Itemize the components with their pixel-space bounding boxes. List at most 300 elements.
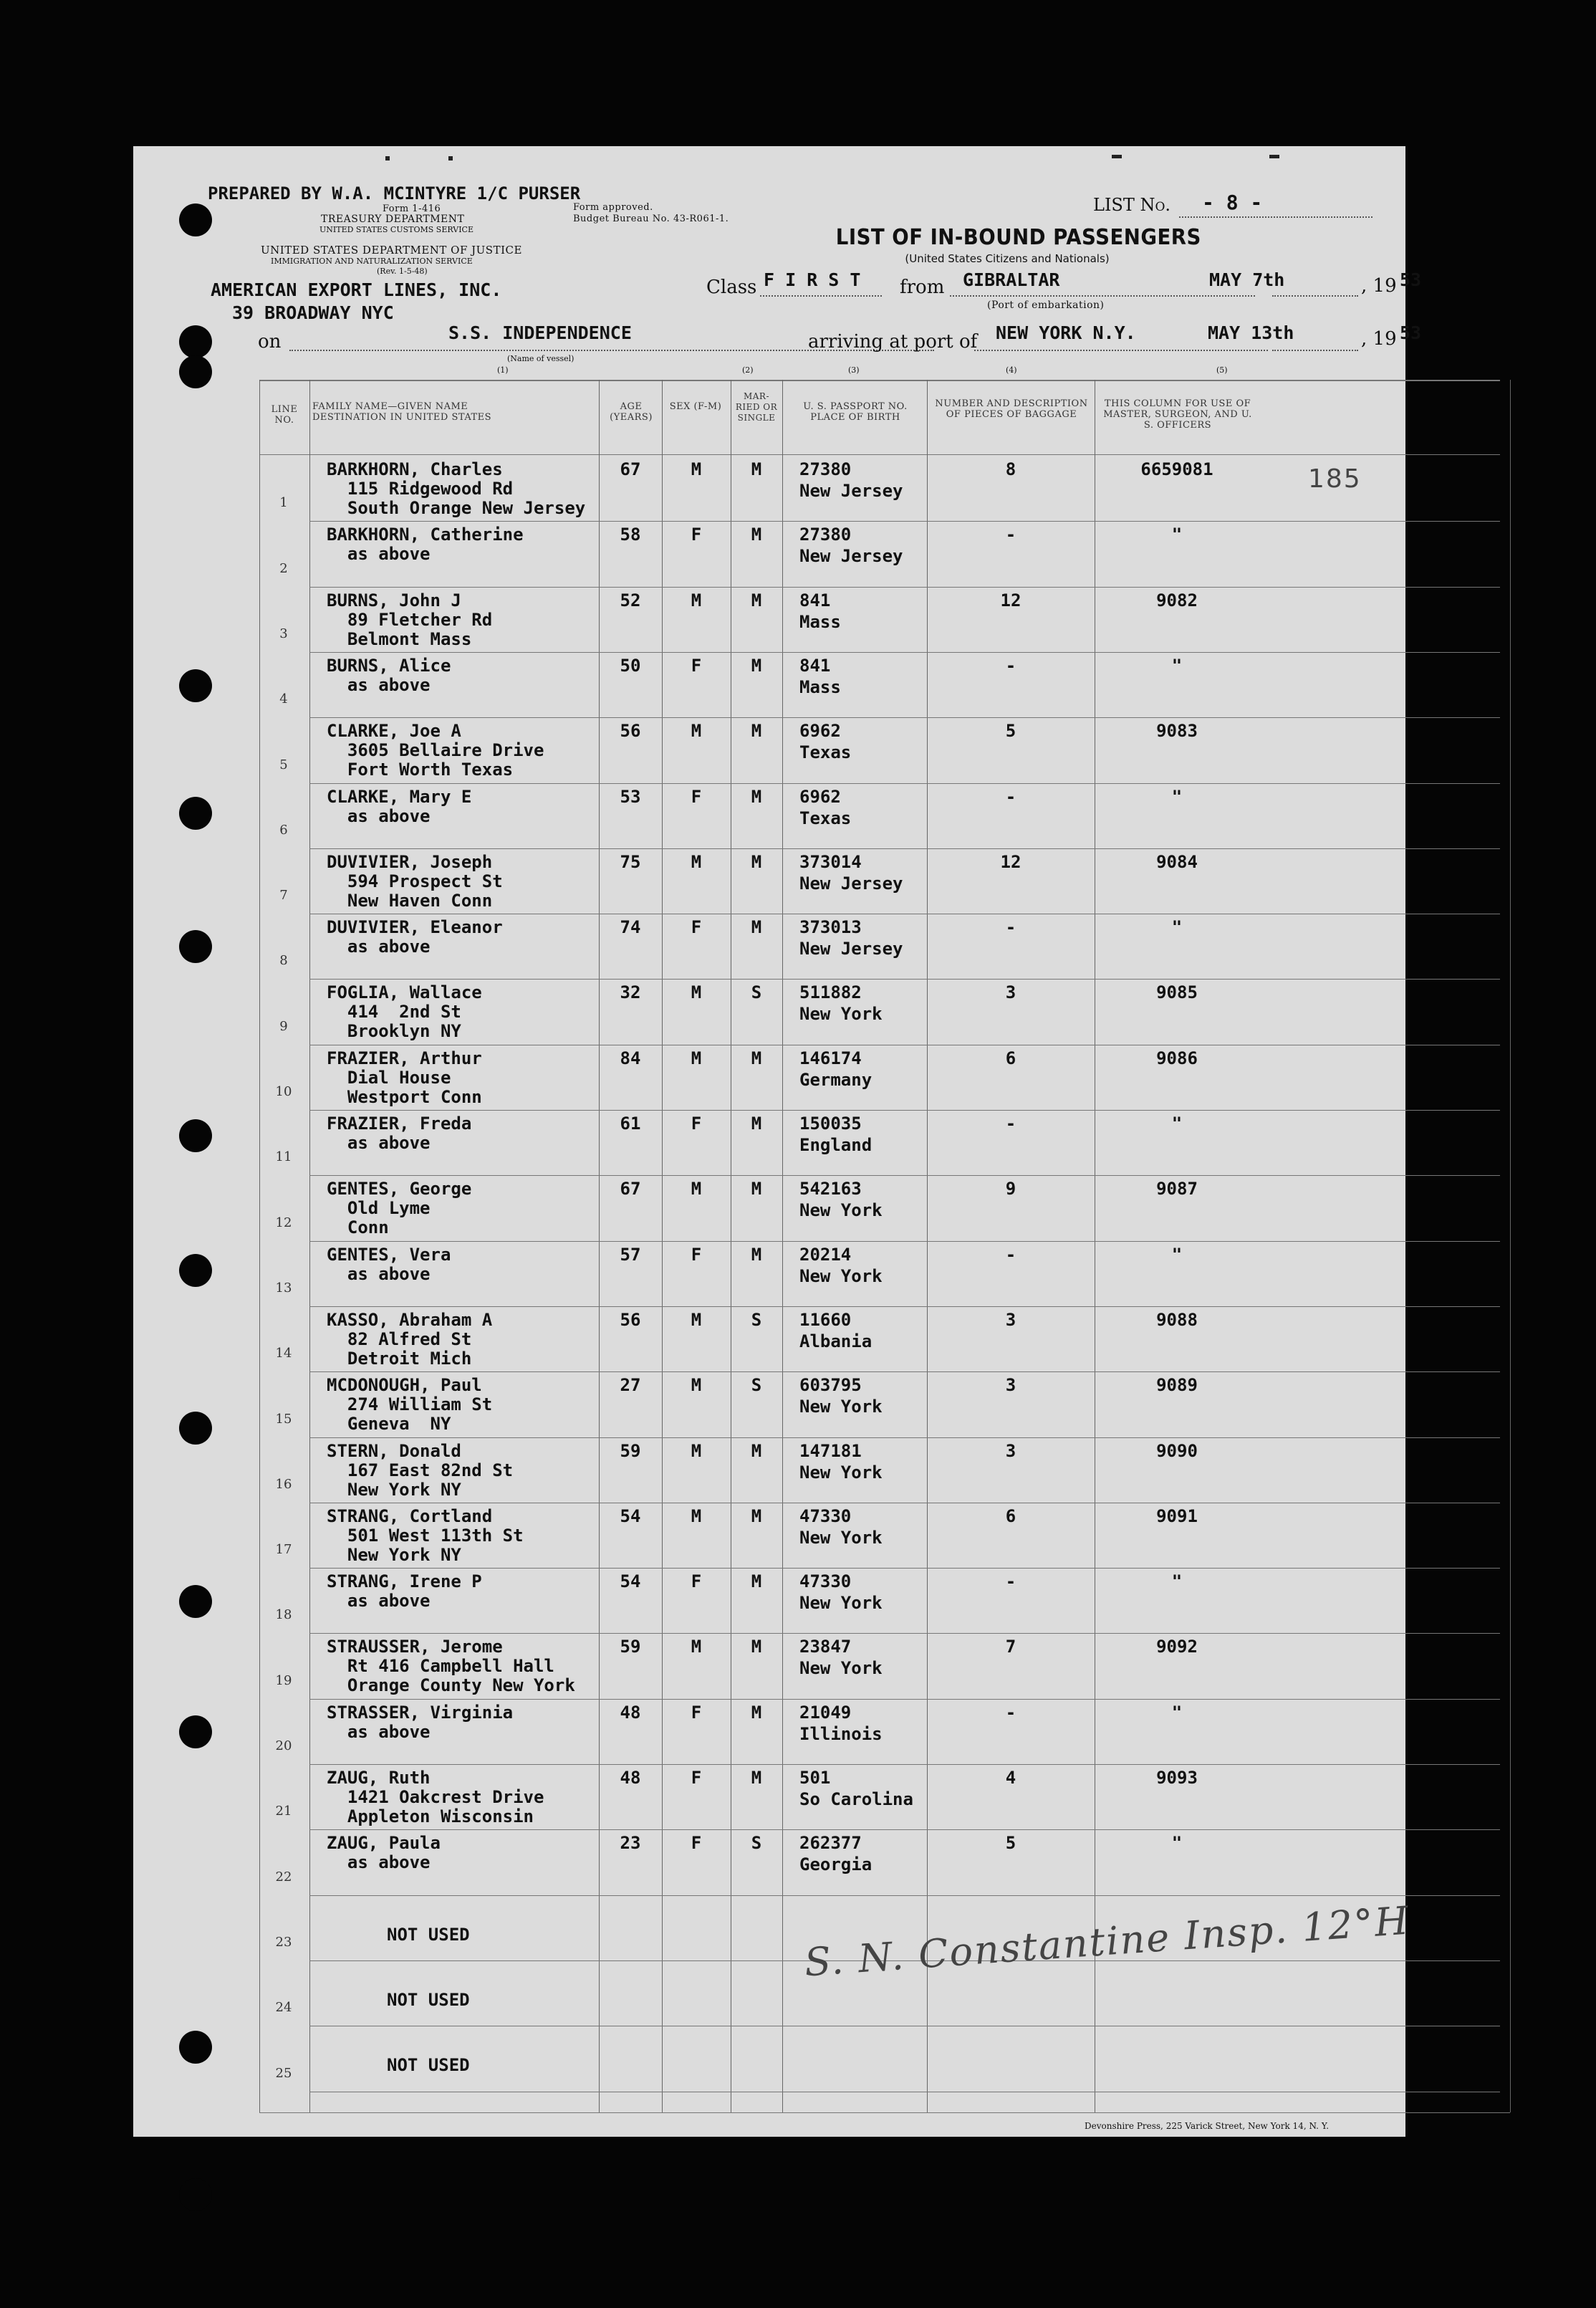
col-number-3: (3) — [848, 365, 860, 375]
passenger-marital-status: M — [751, 459, 762, 479]
officer-use: 9090 — [1156, 1440, 1198, 1461]
line-number: 24 — [275, 2000, 292, 2016]
officer-use: " — [1171, 1114, 1183, 1134]
place-of-birth: Mass — [799, 676, 841, 697]
passenger-name: FRAZIER, Arthur — [327, 1048, 482, 1068]
passenger-address-line: South Orange New Jersey — [327, 498, 586, 518]
officer-use: 9091 — [1156, 1505, 1198, 1526]
page-subtitle: (United States Citizens and Nationals) — [905, 252, 1110, 265]
line-number: 2 — [279, 560, 288, 576]
line-number: 8 — [279, 953, 288, 969]
line-number: 23 — [275, 1934, 292, 1950]
passenger-marital-status: M — [751, 1768, 762, 1788]
passenger-address-line: Orange County New York — [327, 1675, 575, 1696]
header-name: FAMILY NAME—GIVEN NAME DESTINATION IN UNITED STATES — [312, 401, 492, 423]
passenger-address-line: Dial House — [327, 1067, 451, 1088]
passport-number: 511882 — [799, 982, 862, 1003]
place-of-birth: New Jersey — [799, 873, 903, 894]
inspector-signature: S. N. Constantine Insp. 12°H — [802, 1897, 1412, 1986]
punch-hole — [179, 1715, 212, 1748]
line-number: 13 — [275, 1280, 292, 1296]
passenger-sex: M — [691, 590, 702, 610]
line-number: 7 — [279, 888, 288, 904]
arriving-label: arriving at port of — [808, 331, 978, 353]
passenger-age: 32 — [620, 982, 641, 1003]
passenger-name: KASSO, Abraham A — [327, 1309, 493, 1330]
passport-number: 47330 — [799, 1571, 852, 1592]
line-number: 21 — [275, 1804, 292, 1819]
baggage-count: - — [1005, 786, 1016, 807]
line-number: 11 — [275, 1149, 292, 1165]
passenger-address-line: New York NY — [327, 1544, 461, 1565]
punch-hole — [179, 2178, 212, 2211]
col-number-5: (5) — [1216, 365, 1228, 375]
baggage-count: 9 — [1005, 1179, 1016, 1200]
passenger-sex: F — [691, 1244, 702, 1265]
customs-service: UNITED STATES CUSTOMS SERVICE — [319, 225, 473, 234]
place-of-birth: New Jersey — [799, 939, 903, 959]
arrival-port: NEW YORK N.Y. — [996, 322, 1136, 343]
passenger-marital-status: S — [751, 1833, 762, 1854]
header-age: AGE (YEARS) — [610, 401, 653, 423]
officer-use: " — [1171, 655, 1183, 676]
form-approved: Form approved. — [573, 202, 653, 213]
officer-use: 9093 — [1156, 1768, 1198, 1788]
passenger-address-line: Brooklyn NY — [327, 1021, 461, 1042]
passenger-sex: M — [691, 1440, 702, 1461]
baggage-count: 12 — [1000, 851, 1021, 872]
header-line-no: LINE NO. — [271, 404, 298, 426]
passenger-address-line: as above — [327, 937, 431, 957]
passenger-address-line: as above — [327, 805, 431, 826]
punch-hole — [179, 355, 212, 388]
line-number: 17 — [275, 1542, 292, 1558]
passenger-address-line: New York NY — [327, 1479, 461, 1500]
punch-hole — [179, 1585, 212, 1618]
baggage-count: 3 — [1005, 1440, 1016, 1461]
baggage-count: - — [1005, 525, 1016, 545]
passenger-address-line: 115 Ridgewood Rd — [327, 479, 514, 499]
passenger-sex: F — [691, 1571, 702, 1592]
from-port: GIBRALTAR — [963, 269, 1060, 290]
passenger-address-line: Fort Worth Texas — [327, 760, 514, 780]
passport-number: 27380 — [799, 459, 852, 479]
punch-hole — [179, 1254, 212, 1287]
passenger-sex: M — [691, 1309, 702, 1330]
list-label: LIST No. — [1093, 195, 1171, 215]
not-used-label: NOT USED — [387, 1924, 470, 1945]
line-number: 15 — [275, 1411, 292, 1427]
place-of-birth: New York — [799, 1200, 883, 1221]
class-value: F I R S T — [764, 269, 861, 290]
passenger-address-line: Appleton Wisconsin — [327, 1806, 534, 1826]
passenger-name: ZAUG, Paula — [327, 1833, 441, 1854]
list-number: - 8 - — [1202, 191, 1263, 214]
passenger-name: GENTES, George — [327, 1179, 472, 1200]
passport-number: 501 — [799, 1768, 831, 1788]
place-of-birth: New York — [799, 1593, 883, 1614]
passenger-marital-status: M — [751, 1505, 762, 1526]
passenger-age: 59 — [620, 1440, 641, 1461]
officer-use: 9088 — [1156, 1309, 1198, 1330]
passport-number: 21049 — [799, 1702, 852, 1723]
col-number-1: (1) — [497, 365, 509, 375]
company-name: AMERICAN EXPORT LINES, INC. — [211, 279, 502, 300]
top-mark — [448, 156, 453, 161]
line-number: 5 — [279, 757, 288, 772]
passport-number: 841 — [799, 590, 831, 610]
line-number: 22 — [275, 1869, 292, 1885]
baggage-count: 3 — [1005, 1309, 1016, 1330]
line-number: 9 — [279, 1018, 288, 1034]
passenger-address-line: as above — [327, 674, 431, 695]
passenger-sex: M — [691, 1505, 702, 1526]
passenger-marital-status: M — [751, 1702, 762, 1723]
passenger-marital-status: M — [751, 1179, 762, 1200]
passenger-marital-status: M — [751, 851, 762, 872]
passenger-name: ZAUG, Ruth — [327, 1768, 431, 1788]
passenger-age: 67 — [620, 1179, 641, 1200]
place-of-birth: So Carolina — [799, 1789, 913, 1809]
passenger-marital-status: M — [751, 1048, 762, 1068]
passenger-name: BURNS, John J — [327, 590, 461, 610]
passenger-address-line: as above — [327, 1133, 431, 1153]
line-number: 18 — [275, 1607, 292, 1623]
departure-date: MAY 7th — [1209, 269, 1285, 290]
officer-use: " — [1171, 1571, 1183, 1592]
punch-hole — [179, 1119, 212, 1152]
passenger-marital-status: S — [751, 1309, 762, 1330]
baggage-count: 3 — [1005, 1375, 1016, 1396]
passenger-age: 48 — [620, 1702, 641, 1723]
passenger-age: 74 — [620, 917, 641, 938]
officer-use: " — [1171, 786, 1183, 807]
passenger-marital-status: M — [751, 1244, 762, 1265]
baggage-count: 5 — [1005, 721, 1016, 742]
passenger-age: 75 — [620, 851, 641, 872]
passport-number: 6962 — [799, 721, 841, 742]
passenger-age: 53 — [620, 786, 641, 807]
passenger-age: 27 — [620, 1375, 641, 1396]
passenger-name: MCDONOUGH, Paul — [327, 1375, 482, 1396]
officer-use: " — [1171, 917, 1183, 938]
arrival-year-prefix: , 19 — [1361, 328, 1397, 350]
line-number: 10 — [275, 1084, 292, 1099]
passenger-age: 48 — [620, 1768, 641, 1788]
revision: (Rev. 1-5-48) — [377, 267, 428, 276]
passenger-address-line: Rt 416 Campbell Hall — [327, 1656, 554, 1677]
place-of-birth: Illinois — [799, 1723, 883, 1744]
passenger-name: GENTES, Vera — [327, 1244, 451, 1265]
punch-hole — [179, 325, 212, 358]
passenger-address-line: New Haven Conn — [327, 890, 493, 911]
passenger-age: 54 — [620, 1571, 641, 1592]
passenger-address-line: 274 William St — [327, 1394, 493, 1415]
top-mark — [1112, 155, 1122, 158]
passenger-name: STRANG, Cortland — [327, 1505, 493, 1526]
col-number-4: (4) — [1006, 365, 1017, 375]
place-of-birth: Texas — [799, 808, 852, 828]
officer-use: 9086 — [1156, 1048, 1198, 1068]
place-of-birth: Albania — [799, 1331, 872, 1351]
line-number: 20 — [275, 1738, 292, 1753]
punch-hole — [179, 797, 212, 830]
passenger-marital-status: M — [751, 655, 762, 676]
passenger-name: FOGLIA, Wallace — [327, 982, 482, 1003]
ins-service: IMMIGRATION AND NATURALIZATION SERVICE — [271, 257, 473, 266]
manifest-page — [133, 146, 1422, 2137]
baggage-count: - — [1005, 1702, 1016, 1723]
passenger-address-line: as above — [327, 1852, 431, 1873]
passenger-marital-status: M — [751, 1571, 762, 1592]
passenger-name: BURNS, Alice — [327, 655, 451, 676]
officer-use: 9089 — [1156, 1375, 1198, 1396]
officer-use: " — [1171, 525, 1183, 545]
budget-bureau: Budget Bureau No. 43-R061-1. — [573, 214, 729, 224]
arrival-year: 53 — [1400, 322, 1422, 343]
passport-number: 373013 — [799, 917, 862, 938]
place-of-birth: New York — [799, 1527, 883, 1548]
baggage-count: 7 — [1005, 1637, 1016, 1657]
officer-use: 9092 — [1156, 1637, 1198, 1657]
passport-number: 6962 — [799, 786, 841, 807]
officer-use: " — [1171, 1702, 1183, 1723]
passenger-name: STRAUSSER, Jerome — [327, 1637, 503, 1657]
margin-number: 185 — [1308, 464, 1362, 494]
passenger-name: BARKHORN, Charles — [327, 459, 503, 479]
treasury-dept: TREASURY DEPARTMENT — [321, 214, 465, 225]
passenger-age: 84 — [620, 1048, 641, 1068]
passenger-address-line: as above — [327, 544, 431, 565]
passport-number: 841 — [799, 655, 831, 676]
place-of-birth: Germany — [799, 1069, 872, 1090]
officer-use: 6659081 — [1140, 459, 1213, 479]
passport-number: 20214 — [799, 1244, 852, 1265]
page-title: LIST OF IN-BOUND PASSENGERS — [835, 225, 1201, 250]
baggage-count: 4 — [1005, 1768, 1016, 1788]
passenger-name: STERN, Donald — [327, 1440, 461, 1461]
passenger-address-line: Conn — [327, 1217, 389, 1238]
passenger-name: CLARKE, Joe A — [327, 721, 461, 742]
passenger-address-line: 82 Alfred St — [327, 1328, 472, 1349]
passport-number: 146174 — [799, 1048, 862, 1068]
baggage-count: 6 — [1005, 1048, 1016, 1068]
passenger-sex: M — [691, 851, 702, 872]
passenger-sex: F — [691, 1833, 702, 1854]
passenger-address-line: Westport Conn — [327, 1086, 482, 1107]
passport-number: 603795 — [799, 1375, 862, 1396]
passenger-age: 67 — [620, 459, 641, 479]
passenger-age: 52 — [620, 590, 641, 610]
baggage-count: 8 — [1005, 459, 1016, 479]
top-mark — [1269, 155, 1279, 158]
officer-use: " — [1171, 1244, 1183, 1265]
officer-use: 9085 — [1156, 982, 1198, 1003]
passport-number: 27380 — [799, 525, 852, 545]
officer-use: 9083 — [1156, 721, 1198, 742]
header-officer: THIS COLUMN FOR USE OF MASTER, SURGEON, AND U. S. OFFICERS — [1103, 398, 1252, 431]
passenger-sex: M — [691, 459, 702, 479]
printer-footer: Devonshire Press, 225 Varick Street, New York 14, N. Y. — [1085, 2121, 1330, 2131]
punch-hole — [179, 2031, 212, 2064]
top-mark — [385, 156, 390, 161]
passenger-age: 56 — [620, 1309, 641, 1330]
passenger-address-line: Belmont Mass — [327, 628, 472, 649]
baggage-count: - — [1005, 655, 1016, 676]
passenger-marital-status: M — [751, 1440, 762, 1461]
passenger-sex: M — [691, 1375, 702, 1396]
passenger-marital-status: M — [751, 525, 762, 545]
passport-number: 47330 — [799, 1505, 852, 1526]
place-of-birth: Georgia — [799, 1854, 872, 1875]
col-number-2: (2) — [742, 365, 754, 375]
passenger-age: 23 — [620, 1833, 641, 1854]
passenger-sex: F — [691, 1702, 702, 1723]
header-passport: U. S. PASSPORT NO. PLACE OF BIRTH — [803, 401, 908, 423]
departure-year-prefix: , 19 — [1361, 275, 1397, 297]
officer-use: " — [1171, 1833, 1183, 1854]
passenger-name: BARKHORN, Catherine — [327, 525, 524, 545]
class-label: Class — [706, 277, 757, 298]
prepared-by: PREPARED BY W.A. MCINTYRE 1/C PURSER — [208, 183, 581, 203]
departure-year: 53 — [1400, 269, 1422, 290]
passenger-sex: M — [691, 1048, 702, 1068]
place-of-birth: New York — [799, 1658, 883, 1679]
line-number: 1 — [279, 495, 288, 511]
passenger-age: 56 — [620, 721, 641, 742]
passenger-marital-status: M — [751, 917, 762, 938]
baggage-count: - — [1005, 917, 1016, 938]
company-address: 39 BROADWAY NYC — [232, 302, 394, 323]
place-of-birth: New Jersey — [799, 546, 903, 567]
place-of-birth: New Jersey — [799, 481, 903, 501]
from-label: from — [900, 277, 945, 298]
place-of-birth: New York — [799, 1462, 883, 1483]
passenger-age: 61 — [620, 1114, 641, 1134]
line-number: 12 — [275, 1215, 292, 1230]
passenger-age: 58 — [620, 525, 641, 545]
passport-number: 373014 — [799, 851, 862, 872]
passenger-address-line: as above — [327, 1591, 431, 1612]
header-married: MAR-RIED OR SINGLE — [735, 391, 778, 423]
place-of-birth: Mass — [799, 611, 841, 632]
passenger-name: DUVIVIER, Eleanor — [327, 917, 503, 938]
passenger-address-line: 414 2nd St — [327, 1002, 461, 1023]
punch-hole — [179, 203, 212, 236]
line-number: 19 — [275, 1672, 292, 1688]
baggage-count: - — [1005, 1571, 1016, 1592]
arrival-date: MAY 13th — [1208, 322, 1294, 343]
passenger-age: 50 — [620, 655, 641, 676]
officer-use: 9082 — [1156, 590, 1198, 610]
passenger-marital-status: M — [751, 786, 762, 807]
baggage-count: 12 — [1000, 590, 1021, 610]
passenger-address-line: 3605 Bellaire Drive — [327, 740, 544, 761]
passenger-name: STRANG, Irene P — [327, 1571, 482, 1592]
officer-use: 9087 — [1156, 1179, 1198, 1200]
justice-dept: UNITED STATES DEPARTMENT OF JUSTICE — [261, 244, 522, 257]
header-sex: SEX (F-M) — [669, 401, 722, 412]
passenger-sex: F — [691, 786, 702, 807]
passenger-marital-status: S — [751, 982, 762, 1003]
passport-number: 11660 — [799, 1309, 852, 1330]
baggage-count: 6 — [1005, 1505, 1016, 1526]
passenger-address-line: 167 East 82nd St — [327, 1460, 514, 1480]
baggage-count: - — [1005, 1114, 1016, 1134]
passenger-name: STRASSER, Virginia — [327, 1702, 514, 1723]
on-label: on — [258, 331, 282, 353]
officer-use: 9084 — [1156, 851, 1198, 872]
passenger-name: FRAZIER, Freda — [327, 1114, 472, 1134]
baggage-count: 3 — [1005, 982, 1016, 1003]
passenger-sex: F — [691, 1114, 702, 1134]
passenger-address-line: 1421 Oakcrest Drive — [327, 1787, 544, 1807]
passenger-marital-status: M — [751, 590, 762, 610]
passenger-age: 59 — [620, 1637, 641, 1657]
baggage-count: 5 — [1005, 1833, 1016, 1854]
header-baggage: NUMBER AND DESCRIPTION OF PIECES OF BAGGAGE — [935, 398, 1088, 420]
passenger-address-line: 89 Fletcher Rd — [327, 609, 493, 630]
line-number: 3 — [279, 626, 288, 641]
line-number: 6 — [279, 822, 288, 838]
passenger-address-line: Detroit Mich — [327, 1348, 472, 1369]
passenger-marital-status: M — [751, 721, 762, 742]
passport-number: 150035 — [799, 1114, 862, 1134]
embarkation-caption: (Port of embarkation) — [987, 300, 1105, 311]
passenger-sex: F — [691, 655, 702, 676]
not-used-label: NOT USED — [387, 1989, 470, 2010]
line-number: 14 — [275, 1346, 292, 1361]
passenger-sex: F — [691, 1768, 702, 1788]
vessel-caption: (Name of vessel) — [507, 354, 575, 363]
passenger-sex: M — [691, 1637, 702, 1657]
place-of-birth: Texas — [799, 742, 852, 763]
passenger-sex: M — [691, 1179, 702, 1200]
passenger-marital-status: S — [751, 1375, 762, 1396]
passenger-address-line: Old Lyme — [327, 1198, 431, 1219]
passport-number: 147181 — [799, 1440, 862, 1461]
passenger-sex: F — [691, 917, 702, 938]
passenger-address-line: Geneva NY — [327, 1414, 451, 1435]
passenger-name: DUVIVIER, Joseph — [327, 851, 493, 872]
passenger-name: CLARKE, Mary E — [327, 786, 472, 807]
place-of-birth: New York — [799, 1397, 883, 1417]
line-number: 4 — [279, 691, 288, 707]
passenger-marital-status: M — [751, 1114, 762, 1134]
place-of-birth: England — [799, 1135, 872, 1155]
not-used-label: NOT USED — [387, 2055, 470, 2076]
passenger-address-line: as above — [327, 1263, 431, 1284]
vessel-name: S.S. INDEPENDENCE — [448, 322, 632, 343]
passenger-address-line: 594 Prospect St — [327, 871, 503, 891]
line-number: 16 — [275, 1476, 292, 1492]
form-number: Form 1-416 — [383, 203, 441, 214]
passenger-sex: F — [691, 525, 702, 545]
line-number: 25 — [275, 2065, 292, 2081]
passenger-sex: M — [691, 982, 702, 1003]
passenger-sex: M — [691, 721, 702, 742]
passenger-age: 57 — [620, 1244, 641, 1265]
passport-number: 542163 — [799, 1179, 862, 1200]
passenger-address-line: as above — [327, 1721, 431, 1742]
passenger-address-line: 501 West 113th St — [327, 1525, 524, 1546]
passport-number: 262377 — [799, 1833, 862, 1854]
passenger-age: 54 — [620, 1505, 641, 1526]
place-of-birth: New York — [799, 1265, 883, 1286]
place-of-birth: New York — [799, 1004, 883, 1025]
passport-number: 23847 — [799, 1637, 852, 1657]
baggage-count: - — [1005, 1244, 1016, 1265]
